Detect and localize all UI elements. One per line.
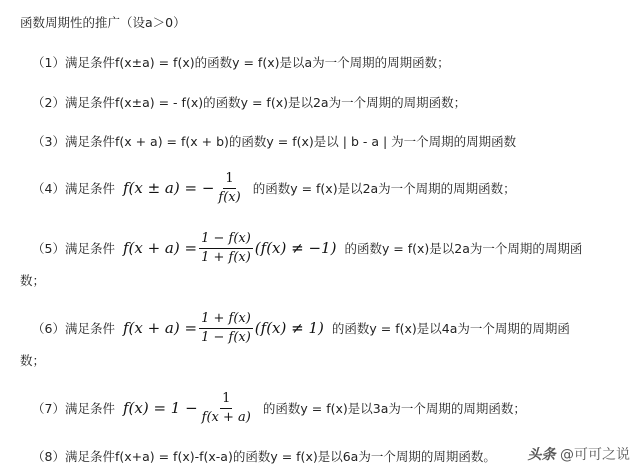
rule-6-prefix: （6）满足条件 (32, 321, 115, 336)
fraction-denominator: 1 + f(x) (201, 249, 251, 265)
fraction-numerator: 1 (223, 171, 235, 189)
formula-lhs: f(x ± a) = − (122, 179, 215, 197)
fraction-numerator: 1 (220, 391, 232, 409)
fraction (200, 391, 253, 426)
page-title: 函数周期性的推广（设a＞0） (20, 15, 186, 30)
rule-2: （2）满足条件f(x±a) = - f(x)的函数y = f(x)是以2a为一个周期的周期函数； (32, 95, 467, 110)
rule-5 (32, 226, 582, 270)
rule-5-formula (123, 231, 336, 266)
fraction (199, 311, 253, 346)
fraction-denominator: f(x + a) (201, 409, 251, 425)
rule-4-suffix: 的函数y = f(x)是以2a为一个周期的周期函数； (252, 181, 516, 196)
fraction-numerator: 1 + f(x) (199, 311, 253, 329)
rule-4-formula (123, 171, 245, 206)
rule-3: （3）满足条件f(x + a) = f(x + b)的函数y = f(x)是以 | b - a | 为一个周期的周期函数 (32, 134, 517, 149)
fraction (216, 171, 242, 206)
rule-6-suffix: 的函数y = f(x)是以4a为一个周期的周期函 (331, 321, 570, 336)
formula-lhs: f(x + a) = (122, 239, 198, 257)
fraction-denominator: f(x) (218, 189, 241, 205)
formula-condition: (f(x) ≠ 1) (254, 319, 324, 337)
rule-6 (32, 306, 570, 350)
fraction-numerator: 1 − f(x) (199, 231, 253, 249)
rule-5-suffix: 的函数y = f(x)是以2a为一个周期的周期函 (344, 241, 583, 256)
rule-7 (32, 386, 526, 430)
rule-7-formula (123, 391, 255, 426)
rule-4-prefix: （4）满足条件 (32, 181, 115, 196)
rule-1: （1）满足条件f(x±a) = f(x)的函数y = f(x)是以a为一个周期的周期函数； (32, 55, 450, 70)
rule-7-suffix: 的函数y = f(x)是以3a为一个周期的周期函数； (262, 401, 526, 416)
fraction (199, 231, 253, 266)
rule-5-prefix: （5）满足条件 (32, 241, 115, 256)
fraction-denominator: 1 − f(x) (201, 329, 251, 345)
rule-7-prefix: （7）满足条件 (32, 401, 115, 416)
rule-4 (32, 168, 516, 208)
watermark-brand: 头条 (527, 447, 556, 463)
formula-condition: (f(x) ≠ −1) (254, 239, 337, 257)
formula-lhs: f(x) = 1 − (122, 399, 198, 417)
rule-8: （8）满足条件f(x+a) = f(x)-f(x-a)的函数y = f(x)是以6a为一个周期的周期函数。 (32, 449, 496, 464)
rule-6-formula (123, 311, 324, 346)
formula-lhs: f(x + a) = (122, 319, 198, 337)
rule-5-continuation: 数； (20, 273, 46, 288)
watermark (528, 444, 630, 464)
watermark-handle: @可可之说 (560, 447, 630, 463)
rule-6-continuation: 数； (20, 353, 46, 368)
